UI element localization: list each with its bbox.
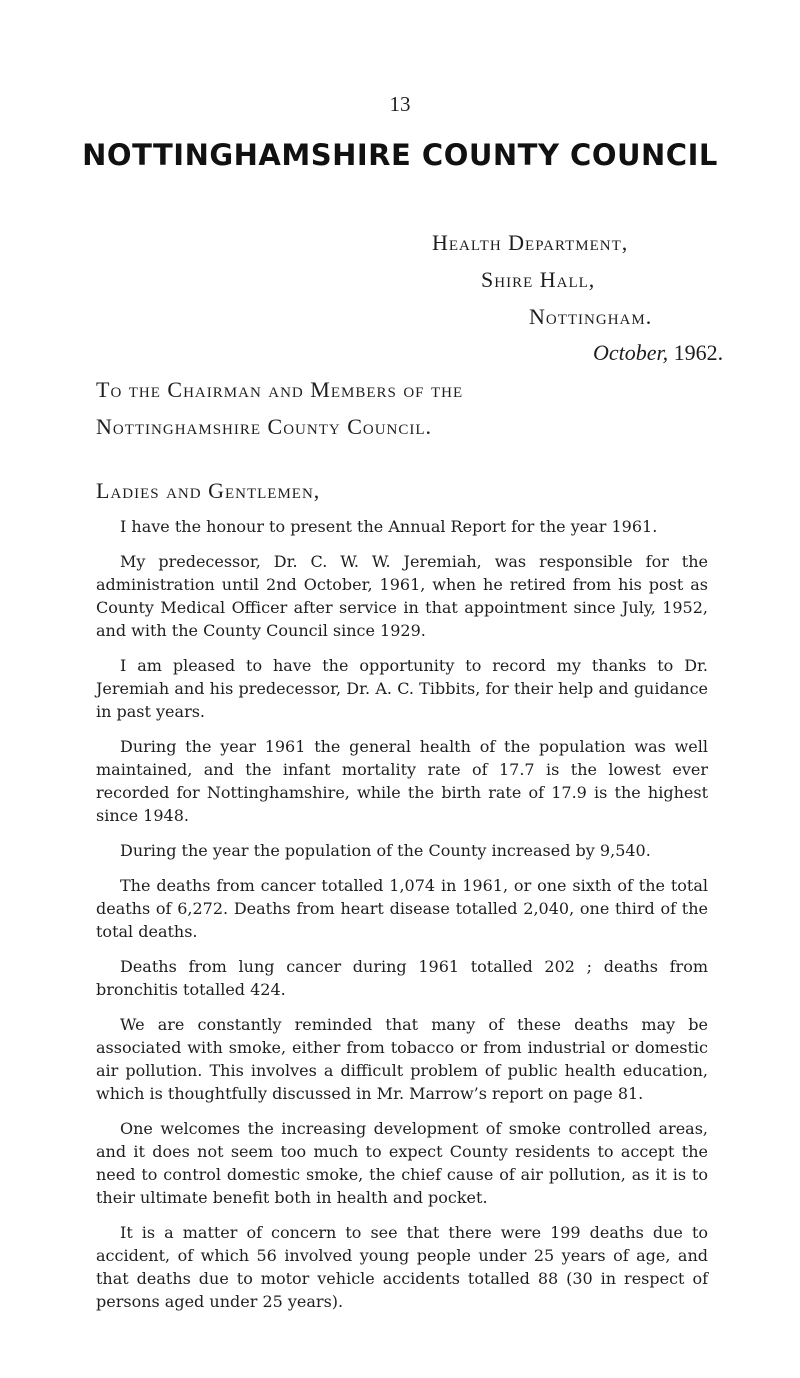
addressee-line-1: To the Chairman and Members of the [96, 377, 464, 402]
letter-date [593, 340, 723, 366]
letter-date-month: October, [593, 340, 669, 365]
paragraph: During the year the population of the County increased by 9,540. [120, 841, 651, 860]
paragraph: I am pleased to have the opportunity to record my thanks to Dr. Jeremiah and his predecessor, Dr. A. C. Tibbits, for their help and guidance in past years. [96, 656, 708, 721]
paragraph: My predecessor, Dr. C. W. W. Jeremiah, was responsible for the administration until 2nd October, 1961, when he retired from his post as County Medical Officer after service in that appointment since July, 1952, and with the County Council since 1929. [96, 552, 708, 640]
document-heading: NOTTINGHAMSHIRE COUNTY COUNCIL [82, 138, 718, 172]
paragraph: We are constantly reminded that many of these deaths may be associated with smoke, either from tobacco or from industrial or domestic air pollution. This involves a difficult problem of public health education, which is thoughtfully discussed in Mr. Marrow’s report on page 81. [96, 1015, 708, 1103]
address-line-department: Health Department, [432, 230, 629, 255]
page-number: 13 [389, 92, 411, 116]
address-line-building: Shire Hall, [481, 267, 596, 292]
paragraph: It is a matter of concern to see that there were 199 deaths due to accident, of which 56 involved young people under 25 years of age, and that deaths due to motor vehicle accidents totalled 88 (30 in respect of persons aged under 25 years). [96, 1223, 708, 1311]
greeting: Ladies and Gentlemen, [96, 478, 321, 503]
paragraph: One welcomes the increasing development of smoke controlled areas, and it does not seem too much to expect County residents to accept the need to control domestic smoke, the chief cause of air pollution, as it is to their ultimate benefit both in health and pocket. [96, 1119, 708, 1207]
letter-date-year: 1962. [673, 340, 724, 365]
addressee-line-2: Nottinghamshire County Council. [96, 414, 433, 439]
paragraph: During the year 1961 the general health of the population was well maintained, and the infant mortality rate of 17.7 is the lowest ever recorded for Nottinghamshire, while the birth rate of 17.9 is the highest since 1948. [96, 737, 708, 825]
letter-body [96, 515, 708, 1325]
paragraph: I have the honour to present the Annual Report for the year 1961. [120, 517, 658, 536]
paragraph: The deaths from cancer totalled 1,074 in 1961, or one sixth of the total deaths of 6,272. Deaths from heart disease totalled 2,040, one third of the total deaths. [96, 876, 708, 941]
address-line-city: Nottingham. [529, 304, 653, 329]
paragraph: Deaths from lung cancer during 1961 totalled 202 ; deaths from bronchitis totalled 424. [96, 957, 708, 999]
